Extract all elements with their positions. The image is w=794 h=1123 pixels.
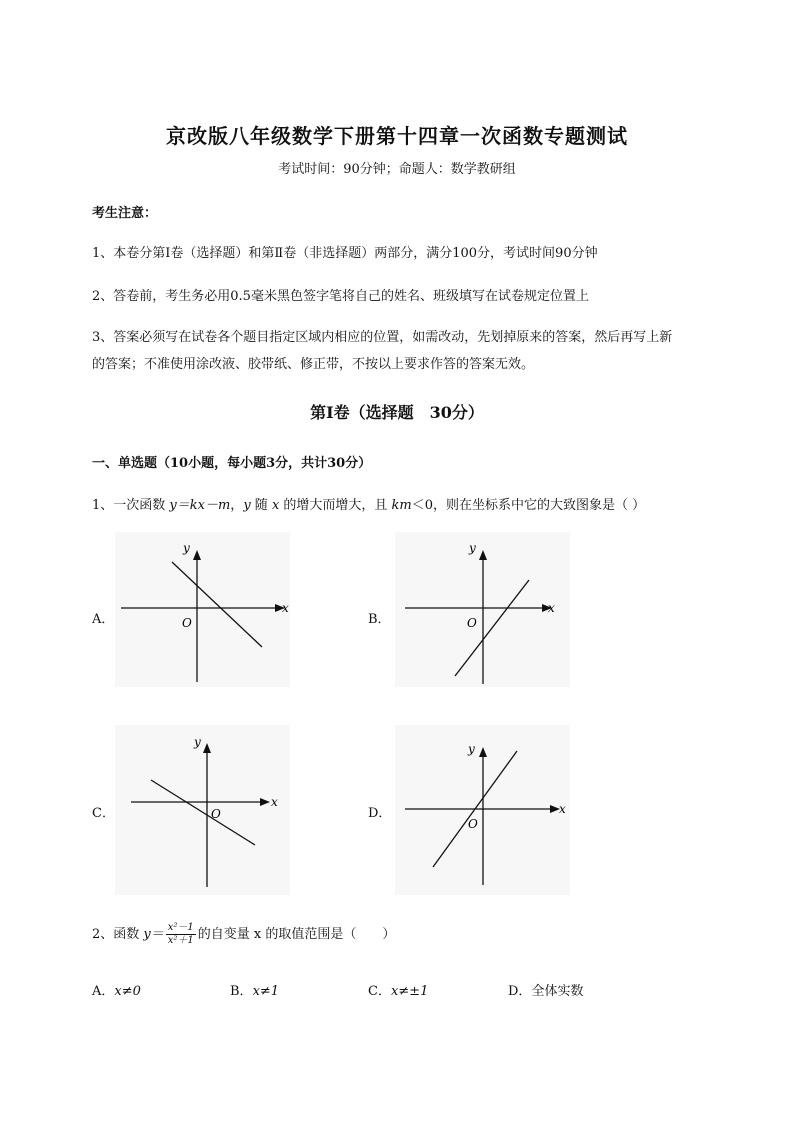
notice-heading: 考生注意：	[92, 206, 158, 221]
option-letter: A．	[92, 984, 115, 999]
option-text: x≠0	[114, 984, 141, 999]
origin-label: O	[467, 616, 477, 630]
notice-item-2: 2、答卷前，考生务必用0.5毫米黑色签字笔将自己的姓名、班级填写在试卷规定位置上	[92, 289, 589, 304]
option-b-label: B．	[368, 612, 391, 627]
option-d-graph	[395, 725, 570, 895]
option-letter: C．	[368, 984, 391, 999]
y-axis-label: y	[194, 735, 201, 749]
option-letter: D．	[508, 984, 532, 999]
q2-option-d	[508, 980, 583, 999]
option-b-graph	[395, 532, 570, 687]
q1-text-part: ，	[230, 498, 244, 513]
q2-prefix: 2、函数	[92, 927, 144, 942]
y-axis-label: y	[183, 541, 190, 555]
q1-var-y: y	[243, 498, 251, 513]
origin-label: O	[211, 807, 221, 821]
q2-numerator: x²－1	[167, 922, 194, 933]
q2-y-eq: y＝	[143, 927, 164, 942]
x-axis-label: x	[282, 601, 289, 615]
x-axis-label: x	[271, 795, 278, 809]
q2-suffix: 的自变量 x 的取值范围是（ ）	[197, 927, 396, 942]
option-d-label: D．	[368, 806, 392, 821]
page-title: 京改版八年级数学下册第十四章一次函数专题测试	[166, 124, 628, 148]
q1-var-km: km	[391, 498, 412, 513]
option-a-graph	[115, 532, 290, 687]
question-1	[92, 494, 645, 513]
q1-text-part: ＜0，则在坐标系中它的大致图象是（ ）	[411, 498, 646, 513]
option-text: x≠1	[252, 984, 280, 999]
q2-denominator: x²＋1	[167, 935, 194, 946]
part1-title: 第I卷（选择题 30分）	[310, 403, 484, 422]
q1-equation: y＝kx－m	[169, 498, 231, 513]
y-axis-label: y	[469, 541, 476, 555]
option-c-graph	[115, 725, 290, 895]
x-axis-label: x	[559, 802, 566, 816]
q1-text-part: 随	[250, 498, 272, 513]
q2-option-b	[230, 980, 279, 999]
q1-text-part: 的增大而增大，且	[279, 498, 392, 513]
x-axis-label: x	[548, 601, 555, 615]
q2-option-c	[368, 980, 428, 999]
q1-prefix: 1、一次函数	[92, 498, 170, 513]
origin-label: O	[182, 616, 192, 630]
option-a-label: A．	[92, 612, 115, 627]
notice-item-1: 1、本卷分第I卷（选择题）和第Ⅱ卷（非选择题）两部分，满分100分，考试时间90分钟	[92, 246, 598, 261]
q1-var-x: x	[271, 498, 280, 513]
notice-item-3: 3、答案必须写在试卷各个题目指定区域内相应的位置，如需改动，先划掉原来的答案，然后再写上新	[92, 330, 673, 345]
origin-label: O	[468, 817, 478, 831]
notice-item-3-continued: 的答案；不准使用涂改液、胶带纸、修正带，不按以上要求作答的答案无效。	[92, 357, 535, 372]
y-axis-label: y	[468, 742, 475, 756]
option-letter: B．	[230, 984, 253, 999]
question-2	[92, 922, 395, 947]
q2-option-a	[92, 980, 141, 999]
option-text: 全体实数	[531, 984, 584, 999]
option-text: x≠±1	[390, 984, 429, 999]
exam-subtitle: 考试时间：90分钟；命题人：数学教研组	[278, 162, 516, 177]
section-heading: 一、单选题（10小题，每小题3分，共计30分）	[92, 456, 372, 471]
option-c-label: C．	[92, 806, 115, 821]
q2-fraction	[166, 922, 196, 947]
